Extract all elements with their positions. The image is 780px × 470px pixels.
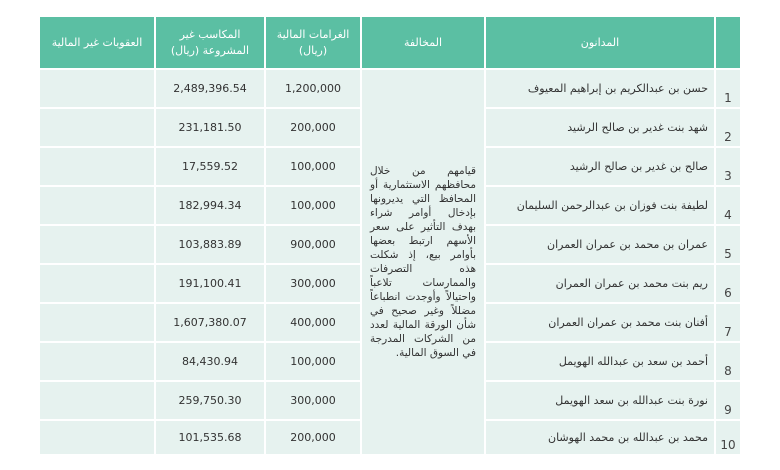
row-name: أحمد بن سعد بن عبدالله الهويمل bbox=[485, 342, 715, 381]
row-gains: 17,559.52 bbox=[155, 147, 265, 186]
violation-cell: قيامهم من خلال محافظهم الاستثمارية أو المحافظ التي يديرونها بإدخال أوامر شراء بهدف التأثير على سعر الأسهم ارتبط بعضها بأوامر بيع، إذ شكلت هذه التصرفات والممارسات تلاعباً واحتيالاً وأوجدت انطباعاً مضللاً وغير صحيح في شأن الورقة المالية لعدد من الشركات المدرجة في السوق المالية. bbox=[361, 69, 485, 455]
row-index: 6 bbox=[715, 264, 741, 303]
row-gains: 103,883.89 bbox=[155, 225, 265, 264]
header-gains: المكاسب غير المشروعة (ريال) bbox=[155, 16, 265, 69]
row-nonfinancial bbox=[39, 264, 155, 303]
row-gains: 101,535.68 bbox=[155, 420, 265, 455]
row-name: لطيفة بنت فوزان بن عبدالرحمن السليمان bbox=[485, 186, 715, 225]
row-index: 2 bbox=[715, 108, 741, 147]
row-name: ريم بنت محمد بن عمران العمران bbox=[485, 264, 715, 303]
row-fine: 200,000 bbox=[265, 420, 361, 455]
row-nonfinancial bbox=[39, 108, 155, 147]
row-name: صالح بن غدير بن صالح الرشيد bbox=[485, 147, 715, 186]
row-name: عمران بن محمد بن عمران العمران bbox=[485, 225, 715, 264]
row-index: 3 bbox=[715, 147, 741, 186]
row-index: 5 bbox=[715, 225, 741, 264]
row-gains: 1,607,380.07 bbox=[155, 303, 265, 342]
row-index: 8 bbox=[715, 342, 741, 381]
row-nonfinancial bbox=[39, 147, 155, 186]
header-violation: المخالفة bbox=[361, 16, 485, 69]
row-fine: 100,000 bbox=[265, 342, 361, 381]
row-name: نورة بنت عبدالله بن سعد الهويمل bbox=[485, 381, 715, 420]
header-row bbox=[39, 16, 741, 69]
row-gains: 182,994.34 bbox=[155, 186, 265, 225]
row-gains: 259,750.30 bbox=[155, 381, 265, 420]
table-row bbox=[39, 69, 741, 108]
row-index: 4 bbox=[715, 186, 741, 225]
header-index bbox=[715, 16, 741, 69]
row-nonfinancial bbox=[39, 225, 155, 264]
row-name: شهد بنت غدير بن صالح الرشيد bbox=[485, 108, 715, 147]
row-index: 7 bbox=[715, 303, 741, 342]
row-gains: 231,181.50 bbox=[155, 108, 265, 147]
header-nonfinancial: العقوبات غير المالية bbox=[39, 16, 155, 69]
row-nonfinancial bbox=[39, 420, 155, 455]
row-index: 9 bbox=[715, 381, 741, 420]
row-nonfinancial bbox=[39, 186, 155, 225]
penalties-table bbox=[38, 15, 742, 456]
row-nonfinancial bbox=[39, 69, 155, 108]
row-nonfinancial bbox=[39, 342, 155, 381]
row-fine: 1,200,000 bbox=[265, 69, 361, 108]
row-index: 10 bbox=[715, 420, 741, 455]
header-name: المدانون bbox=[485, 16, 715, 69]
row-fine: 400,000 bbox=[265, 303, 361, 342]
row-nonfinancial bbox=[39, 303, 155, 342]
row-fine: 200,000 bbox=[265, 108, 361, 147]
row-fine: 100,000 bbox=[265, 147, 361, 186]
row-gains: 191,100.41 bbox=[155, 264, 265, 303]
row-nonfinancial bbox=[39, 381, 155, 420]
row-fine: 300,000 bbox=[265, 264, 361, 303]
header-fine: الغرامات المالية (ريال) bbox=[265, 16, 361, 69]
row-gains: 84,430.94 bbox=[155, 342, 265, 381]
row-gains: 2,489,396.54 bbox=[155, 69, 265, 108]
row-name: حسن بن عبدالكريم بن إبراهيم المعيوف bbox=[485, 69, 715, 108]
row-index: 1 bbox=[715, 69, 741, 108]
row-fine: 100,000 bbox=[265, 186, 361, 225]
row-name: محمد بن عبدالله بن محمد الهوشان bbox=[485, 420, 715, 455]
row-name: أفنان بنت محمد بن عمران العمران bbox=[485, 303, 715, 342]
row-fine: 300,000 bbox=[265, 381, 361, 420]
row-fine: 900,000 bbox=[265, 225, 361, 264]
